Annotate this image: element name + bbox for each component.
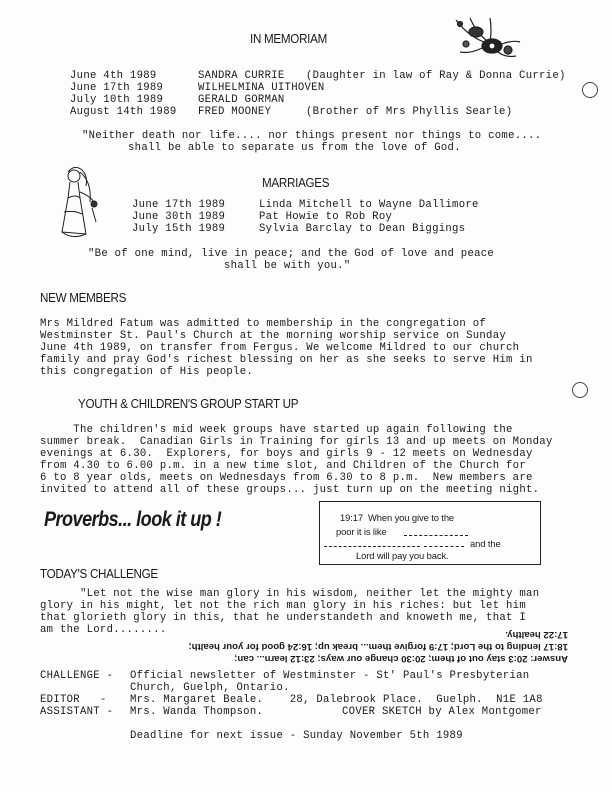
proverbs-quiz-box [319,501,541,565]
memoriam-date-2: June 17th 1989 [70,82,164,94]
memoriam-name-2: WILHELMINA UITHOVEN [198,82,325,94]
answer-key-line3: 17:22 healthy. [505,629,568,640]
memoriam-date-4: August 14th 1989 [70,106,177,118]
youth-line-2: summer break. Canadian Girls in Training for girls 13 and up meets on Monday [40,436,553,448]
memoriam-quote-line2: shall be able to separate us from the love of God. [128,142,461,154]
marriage-couple-3: Sylvia Barclay to Dean Biggings [259,223,466,235]
challenge-line-4: am the Lord........ [40,624,167,636]
answer-key-line2: 18:17 lending to the Lord; 17:9 forgive them... break up; 16:24 good for your health; [188,641,568,652]
marriages-heading: MARRIAGES [262,176,330,190]
marriage-date-2: June 30th 1989 [132,211,226,223]
youth-line-4: from 4.30 to 6.00 p.m. in a new time slot, and Children of the Church for [40,460,526,472]
challenge-heading: TODAY'S CHALLENGE [40,567,158,581]
answer-key-line1: Answer: 20:3 stay out of them; 20:30 change our ways; 23:12 learn... can; [234,653,568,664]
proverbs-box-line1: 19:17 When you give to the [340,512,455,523]
memoriam-name-4: FRED MOONEY [198,106,272,118]
youth-line-3: evenings at 6.30. Explorers, for boys and girls 9 - 12 meets on Wednesday [40,448,533,460]
youth-heading: YOUTH & CHILDREN'S GROUP START UP [78,397,299,411]
memoriam-heading: IN MEMORIAM [250,32,328,46]
punch-hole [580,80,600,100]
marriage-date-3: July 15th 1989 [132,223,226,235]
masthead-label-assistant: ASSISTANT - [40,706,114,718]
masthead-text-editor: Mrs. Margaret Beale. 28, Dalebrook Place. Guelph. N1E 1A8 [130,694,543,706]
new-members-line-5: this congregation of His people. [40,366,254,378]
proverbs-box-line3: and the [470,538,501,549]
masthead-text-challenge: Official newsletter of Westminster - St' Paul's Presbyterian [130,670,530,682]
masthead-label-editor: EDITOR - [40,694,107,706]
marriage-date-1: June 17th 1989 [132,199,226,211]
new-members-line-1: Mrs Mildred Fatum was admitted to membership in the congregation of [40,318,487,330]
challenge-line-1: "Let not the wise man glory in his wisdom, neither let the mighty man [80,588,540,600]
fill-in-blank [424,546,464,547]
new-members-line-4: family and pray God's richest blessing on her as she seeks to serve Him in [40,354,533,366]
bride-sketch-illustration [50,162,110,246]
deadline-notice: Deadline for next issue - Sunday November 5th 1989 [130,730,463,742]
marriage-couple-2: Pat Howie to Rob Roy [259,211,393,223]
memoriam-quote-line1: "Neither death nor life.... nor things present nor things to come.... [82,130,542,142]
memoriam-date-3: July 10th 1989 [70,94,164,106]
memoriam-name-1: SANDRA CURRIE [198,70,285,82]
memoriam-name-3: GERALD GORMAN [198,94,285,106]
new-members-heading: NEW MEMBERS [40,291,127,305]
proverbs-headline: Proverbs... look it up ! [44,508,222,531]
masthead-label-challenge: CHALLENGE - [40,670,114,682]
youth-line-5: 6 to 8 year olds, meets on Wednesdays from 6.30 to 8 p.m. New members are [40,472,533,484]
new-members-line-2: Westminster St. Paul's Church at the morning worship service on Sunday [40,330,507,342]
punch-hole [570,380,590,400]
memoriam-date-1: June 4th 1989 [70,70,157,82]
youth-line-6: invited to attend all of these groups... just turn up on the meeting night. [40,484,540,496]
flower-spray-illustration [446,12,524,62]
fill-in-blank [404,535,468,536]
fill-in-blank [324,546,420,547]
memoriam-note-1: (Daughter in law of Ray & Donna Currie) [306,70,566,82]
masthead-text-challenge-2: Church, Guelph, Ontario. [130,682,290,694]
memoriam-note-4: (Brother of Mrs Phyllis Searle) [306,106,513,118]
marriage-couple-1: Linda Mitchell to Wayne Dallimore [259,199,479,211]
marriages-quote-line2: shall be with you." [224,260,351,272]
youth-line-1: The children's mid week groups have started up again following the [40,424,513,436]
masthead-text-assistant: Mrs. Wanda Thompson. [130,706,264,718]
marriages-quote-line1: "Be of one mind, live in peace; and the God of love and peace [88,248,495,260]
challenge-line-3: that glorieth glory in this, that he understandeth and knoweth me, that I [40,612,526,624]
challenge-line-2: glory in his might, let not the rich man glory in his riches: but let him [40,600,526,612]
cover-sketch-credit: COVER SKETCH by Alex Montgomer [342,706,542,718]
new-members-line-3: June 4th 1989, on transfer from Fergus. We welcome Mildred to our church [40,342,520,354]
proverbs-box-line2: poor it is like [336,526,387,537]
proverbs-box-line4: Lord will pay you back. [356,550,449,561]
